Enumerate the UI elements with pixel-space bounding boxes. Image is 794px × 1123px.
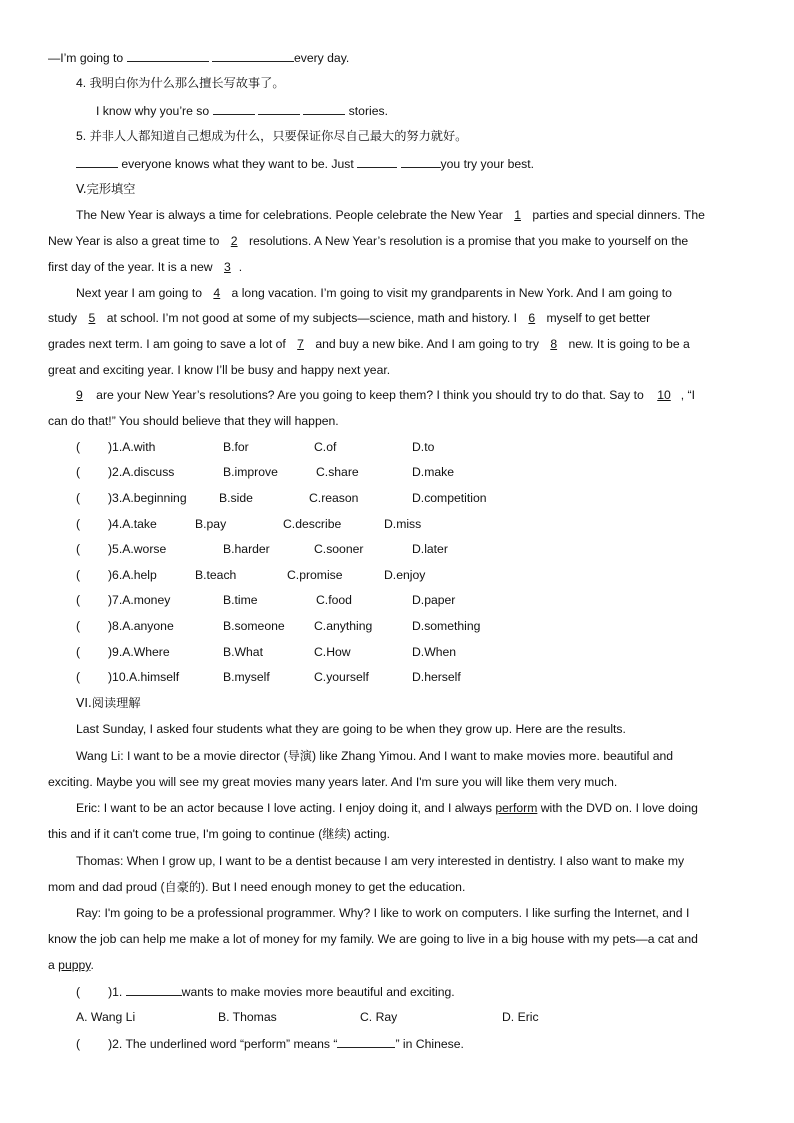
cloze-p3-line1: 9 are your New Year’s resolutions? Are you going to keep them? I think you should try to do that. Say to 10 , “I bbox=[76, 388, 695, 402]
cloze-p1-line1: The New Year is always a time for celebrations. People celebrate the New Year 1 parties and special dinners. The bbox=[76, 208, 705, 222]
answer-paren[interactable]: ( bbox=[76, 542, 81, 556]
reading-ray-line2: know the job can help me make a lot of money for my family. We are going to live in a big house with my pets—a cat and bbox=[48, 932, 698, 946]
blank[interactable] bbox=[213, 102, 255, 115]
option-a: )6.A.help bbox=[108, 568, 157, 582]
blank[interactable] bbox=[126, 983, 182, 996]
blank-2[interactable]: 2 bbox=[230, 234, 238, 248]
blank-6[interactable]: 6 bbox=[528, 311, 536, 325]
option-a: )2.A.discuss bbox=[108, 465, 175, 479]
translation-q4-chinese: 4. 我明白你为什么那么擅长写故事了。 bbox=[76, 76, 285, 90]
option-c: C.yourself bbox=[314, 670, 369, 684]
blank-5[interactable]: 5 bbox=[88, 311, 96, 325]
answer-paren[interactable]: ( bbox=[76, 619, 81, 633]
answer-paren[interactable]: ( bbox=[76, 491, 81, 505]
option-c: C.of bbox=[314, 440, 337, 454]
cloze-p1-line3: first day of the year. It is a new 3 . bbox=[48, 260, 243, 274]
answer-paren[interactable]: ( bbox=[76, 465, 81, 479]
option-b: B. Thomas bbox=[218, 1010, 277, 1024]
option-c: C.promise bbox=[287, 568, 343, 582]
option-a: )10.A.himself bbox=[108, 670, 180, 684]
reading-eric-line2: this and if it can't come true, I'm going to continue (继续) acting. bbox=[48, 827, 391, 841]
option-b: B.teach bbox=[195, 568, 237, 582]
blank[interactable] bbox=[258, 102, 300, 115]
option-d: D.competition bbox=[412, 491, 487, 505]
blank[interactable] bbox=[357, 155, 397, 168]
option-a: )3.A.beginning bbox=[108, 491, 187, 505]
cloze-p2-line3: grades next term. I am going to save a lot of 7 and buy a new bike. And I am going to try 8 new. It is going to be a bbox=[48, 337, 690, 351]
translation-q5-chinese: 5. 并非人人都知道自己想成为什么，只要保证你尽自己最大的努力就好。 bbox=[76, 129, 468, 143]
option-b: B.What bbox=[223, 645, 263, 659]
answer-paren[interactable]: ( bbox=[76, 593, 81, 607]
option-c: C.reason bbox=[309, 491, 359, 505]
blank-1[interactable]: 1 bbox=[514, 208, 521, 222]
option-b: B.myself bbox=[223, 670, 270, 684]
section-title-cloze: V.完形填空 bbox=[76, 182, 136, 196]
cloze-p2-line1: Next year I am going to 4 a long vacation. I’m going to visit my grandparents in New York. And I am going to bbox=[76, 286, 672, 300]
cloze-p2-line4: great and exciting year. I know I’ll be busy and happy next year. bbox=[48, 363, 391, 377]
option-b: B.someone bbox=[223, 619, 285, 633]
option-d: D.to bbox=[412, 440, 435, 454]
option-c: C.describe bbox=[283, 517, 342, 531]
option-d: D.herself bbox=[412, 670, 461, 684]
option-d: D.something bbox=[412, 619, 481, 633]
reading-eric-line1: Eric: I want to be an actor because I love acting. I enjoy doing it, and I always perform with the DVD on. I love doing bbox=[76, 801, 698, 815]
reading-thomas-line1: Thomas: When I grow up, I want to be a dentist because I am very interested in dentistry. I also want to make my bbox=[76, 854, 685, 868]
option-b: B.harder bbox=[223, 542, 270, 556]
translation-q5-english: everyone knows what they want to be. Just you try your best. bbox=[76, 155, 534, 172]
cloze-p1-line2: New Year is also a great time to 2 resolutions. A New Year’s resolution is a promise that you make to yourself on the bbox=[48, 234, 689, 248]
blank[interactable] bbox=[401, 155, 441, 168]
cloze-p3-line2: can do that!” You should believe that they will happen. bbox=[48, 414, 339, 428]
blank-4[interactable]: 4 bbox=[213, 286, 221, 300]
underlined-puppy: puppy bbox=[58, 958, 91, 972]
option-c: C.How bbox=[314, 645, 351, 659]
option-b: B.pay bbox=[195, 517, 227, 531]
cloze-p2-line2: study 5 at school. I’m not good at some of my subjects—science, math and history. I 6 myself to get better bbox=[48, 311, 651, 325]
blank-10[interactable]: 10 bbox=[657, 388, 671, 402]
option-b: B.side bbox=[219, 491, 253, 505]
answer-paren[interactable]: ( bbox=[76, 568, 81, 582]
answer-paren[interactable]: ( bbox=[76, 517, 81, 531]
reading-intro: Last Sunday, I asked four students what they are going to be when they grow up. Here are the results. bbox=[76, 722, 626, 736]
option-d: D.paper bbox=[412, 593, 456, 607]
answer-paren[interactable]: ( bbox=[76, 985, 81, 999]
option-c: C. Ray bbox=[360, 1010, 398, 1024]
option-c: C.sooner bbox=[314, 542, 364, 556]
blank-8[interactable]: 8 bbox=[550, 337, 558, 351]
translation-q4-english: I know why you’re so stories. bbox=[96, 104, 388, 118]
blank[interactable] bbox=[212, 49, 294, 62]
option-d: D.enjoy bbox=[384, 568, 426, 582]
option-a: )7.A.money bbox=[108, 593, 171, 607]
blank[interactable] bbox=[76, 155, 118, 168]
option-c: C.anything bbox=[314, 619, 373, 633]
answer-paren[interactable]: ( bbox=[76, 645, 81, 659]
section-title-reading: VI.阅读理解 bbox=[76, 696, 141, 710]
option-c: C.share bbox=[316, 465, 359, 479]
reading-thomas-line2: mom and dad proud (自豪的). But I need enough money to get the education. bbox=[48, 880, 466, 894]
option-d: D.When bbox=[412, 645, 457, 659]
underlined-perform: perform bbox=[495, 801, 538, 815]
blank[interactable] bbox=[127, 49, 209, 62]
blank[interactable] bbox=[337, 1035, 395, 1048]
option-a: )1.A.with bbox=[108, 440, 156, 454]
option-d: D. Eric bbox=[502, 1010, 539, 1024]
option-a: )5.A.worse bbox=[108, 542, 167, 556]
reading-ray-line1: Ray: I'm going to be a professional programmer. Why? I like to work on computers. I like surfing the Internet, and I bbox=[76, 906, 690, 920]
option-d: D.miss bbox=[384, 517, 422, 531]
option-a: )9.A.Where bbox=[108, 645, 170, 659]
blank-7[interactable]: 7 bbox=[297, 337, 304, 351]
translation-line-1: —I’m going to every day. bbox=[48, 51, 350, 65]
reading-q1-stem: ( )1. wants to make movies more beautiful and exciting. bbox=[76, 985, 455, 999]
reading-ray-line3: a puppy. bbox=[48, 958, 94, 972]
reading-wangli-line1: Wang Li: I want to be a movie director (导演) like Zhang Yimou. And I want to make movies more. beautiful and bbox=[76, 749, 674, 763]
option-c: C.food bbox=[316, 593, 352, 607]
option-a: )8.A.anyone bbox=[108, 619, 174, 633]
blank-3[interactable]: 3 bbox=[224, 260, 231, 274]
blank[interactable] bbox=[303, 102, 345, 115]
option-b: B.time bbox=[223, 593, 258, 607]
reading-wangli-line2: exciting. Maybe you will see my great movies many years later. And I'm sure you will like them very much. bbox=[48, 775, 618, 789]
reading-q2-stem: ( )2. The underlined word “perform” means “ ” in Chinese. bbox=[76, 1037, 464, 1051]
answer-paren[interactable]: ( bbox=[76, 670, 81, 684]
answer-paren[interactable]: ( bbox=[76, 440, 81, 454]
option-b: B.for bbox=[223, 440, 249, 454]
blank-9[interactable]: 9 bbox=[76, 388, 83, 402]
option-d: D.make bbox=[412, 465, 454, 479]
option-a: )4.A.take bbox=[108, 517, 157, 531]
option-d: D.later bbox=[412, 542, 448, 556]
option-b: B.improve bbox=[223, 465, 278, 479]
option-a: A. Wang Li bbox=[76, 1010, 136, 1024]
answer-paren[interactable]: ( bbox=[76, 1037, 81, 1051]
